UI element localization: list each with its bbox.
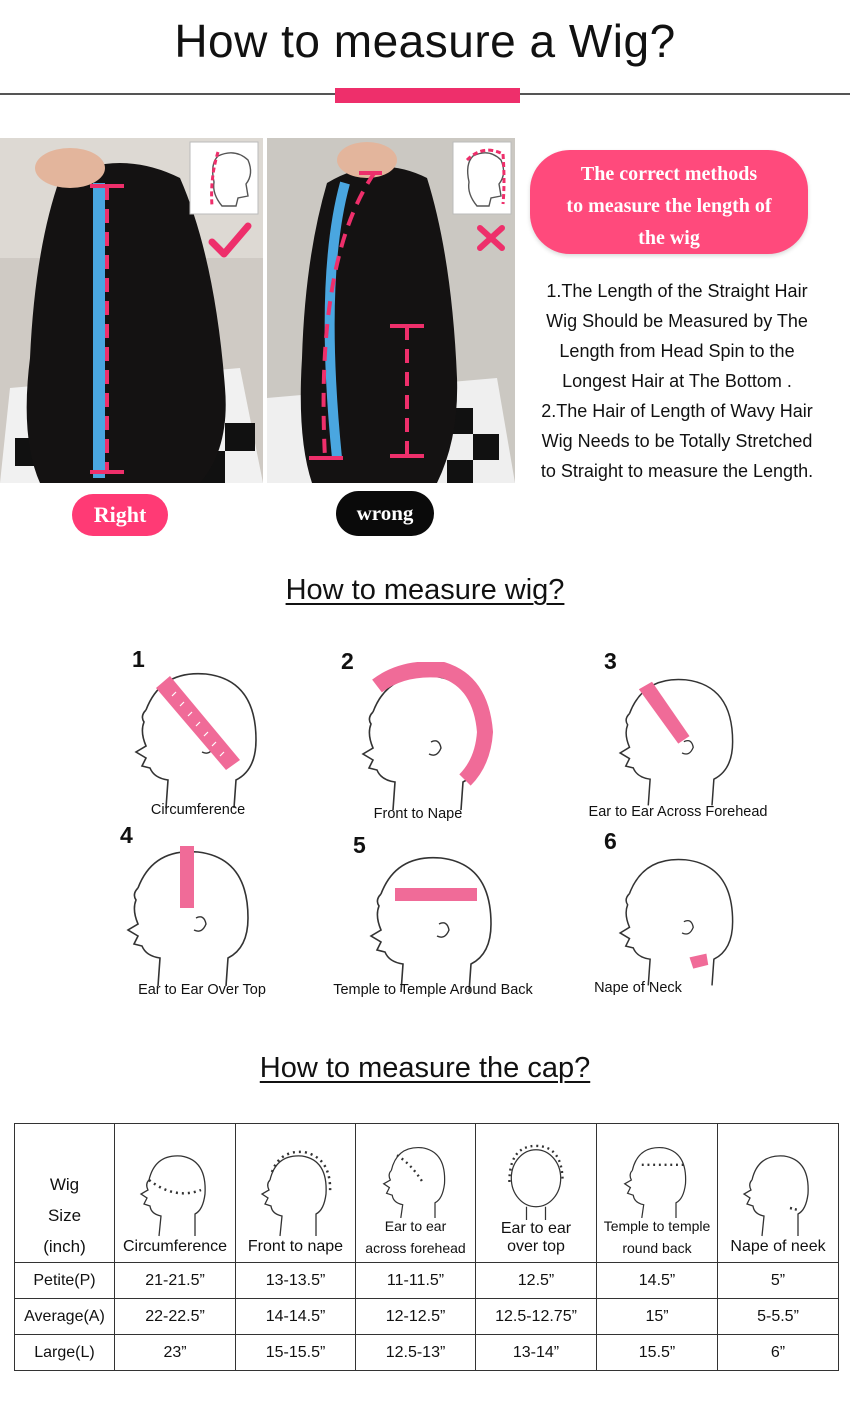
table-row: Average(A) 22-22.5” 14-14.5” 12-12.5” 12.5-12.75” 15” 5-5.5” bbox=[15, 1299, 839, 1335]
wrong-method-photo bbox=[267, 138, 515, 483]
column-header-nape-of-neck: Nape of neek bbox=[718, 1124, 839, 1263]
methods-line-1: The correct methods bbox=[580, 163, 758, 185]
step-number: 3 bbox=[604, 648, 617, 674]
step-number: 4 bbox=[120, 822, 133, 848]
measure-instructions bbox=[518, 276, 836, 486]
instruction-line: 2.The Hair of Length of Wavy Hair bbox=[541, 401, 813, 421]
measure-wig-title: How to measure wig? bbox=[285, 574, 565, 606]
head-outline-icon bbox=[135, 1150, 215, 1238]
methods-line-2: to measure the length of bbox=[566, 195, 772, 217]
head-profile-icon bbox=[106, 660, 266, 810]
column-header-temple-to-temple: Temple to temple round back bbox=[597, 1124, 718, 1263]
head-profile-icon bbox=[333, 662, 503, 812]
head-profile-icon bbox=[592, 842, 742, 992]
head-outline-icon bbox=[617, 1142, 697, 1218]
table-row: Large(L) 23” 15-15.5” 12.5-13” 13-14” 15.5” 6” bbox=[15, 1335, 839, 1371]
step-label: Front to Nape bbox=[373, 806, 463, 822]
step-number: 6 bbox=[604, 828, 617, 854]
head-profile-icon bbox=[98, 838, 258, 988]
head-outline-icon bbox=[256, 1150, 336, 1238]
step-ear-to-ear-over-top bbox=[98, 822, 338, 1007]
size-column-header: Wig Size (inch) bbox=[15, 1124, 115, 1263]
cross-icon bbox=[476, 224, 506, 252]
step-label: Temple to Temple Around Back bbox=[333, 982, 533, 998]
measure-cap-title: How to measure the cap? bbox=[259, 1052, 591, 1084]
step-number: 2 bbox=[341, 648, 354, 674]
instruction-line: Wig Should be Measured by The bbox=[546, 311, 808, 331]
page-header bbox=[0, 0, 850, 96]
right-method-photo bbox=[0, 138, 263, 483]
page-title: How to measure a Wig? bbox=[174, 15, 676, 67]
column-header-circumference: Circumference bbox=[115, 1124, 236, 1263]
head-profile-icon bbox=[592, 662, 742, 812]
cap-size-table bbox=[14, 1123, 839, 1371]
measure-steps bbox=[78, 640, 800, 1022]
correct-methods-banner bbox=[530, 150, 808, 254]
step-label: Ear to Ear Across Forehead bbox=[588, 804, 768, 820]
methods-line-3: the wig bbox=[638, 227, 700, 249]
instruction-line: to Straight to measure the Length. bbox=[540, 461, 814, 481]
step-nape-of-neck bbox=[578, 822, 818, 1007]
table-header-row bbox=[15, 1124, 839, 1263]
step-label: Ear to Ear Over Top bbox=[138, 982, 266, 998]
step-number: 5 bbox=[353, 832, 366, 858]
instruction-line: Length from Head Spin to the bbox=[559, 341, 795, 361]
table-row: Petite(P) 21-21.5” 13-13.5” 11-11.5” 12.5” 14.5” 5” bbox=[15, 1263, 839, 1299]
instruction-line: 1.The Length of the Straight Hair bbox=[546, 281, 808, 301]
step-label: Nape of Neck bbox=[594, 980, 682, 996]
head-outline-icon bbox=[738, 1150, 818, 1238]
head-front-icon bbox=[496, 1144, 576, 1220]
step-number: 1 bbox=[132, 646, 145, 672]
head-profile-icon bbox=[341, 844, 501, 994]
column-header-ear-to-ear-over-top: Ear to ear over top bbox=[476, 1124, 597, 1263]
header-accent-bar bbox=[335, 88, 520, 103]
step-label: Circumference bbox=[150, 802, 246, 818]
checkmark-icon bbox=[208, 222, 252, 258]
step-front-to-nape bbox=[333, 646, 573, 831]
head-outline-icon bbox=[376, 1142, 456, 1218]
instruction-line: Wig Needs to be Totally Stretched bbox=[541, 431, 813, 451]
right-label: Right bbox=[72, 494, 168, 536]
step-ear-to-ear-across-forehead bbox=[578, 646, 818, 831]
step-circumference bbox=[98, 646, 338, 831]
wrong-label: wrong bbox=[336, 491, 434, 536]
instruction-line: Longest Hair at The Bottom . bbox=[562, 371, 792, 391]
column-header-front-to-nape: Front to nape bbox=[236, 1124, 356, 1263]
column-header-ear-to-ear-across-forehead: Ear to ear across forehead bbox=[356, 1124, 476, 1263]
